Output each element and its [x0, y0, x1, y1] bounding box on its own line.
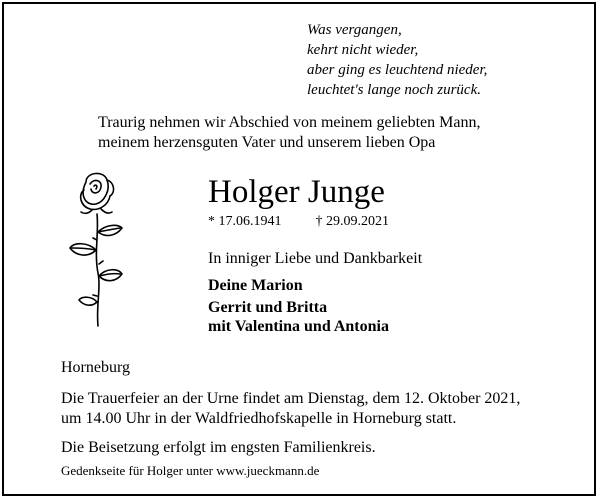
death-date: † 29.09.2021: [315, 214, 389, 229]
dedication: In inniger Liebe und Dankbarkeit: [208, 250, 423, 267]
poem-line: kehrt nicht wieder,: [307, 42, 419, 58]
poem-line: leuchtet's lange noch zurück.: [307, 82, 481, 98]
life-dates: [208, 213, 389, 231]
mourner-name: mit Valentina und Antonia: [208, 318, 389, 335]
intro-line: meinem herzensguten Vater und unserem lieben Opa: [98, 134, 436, 151]
ceremony-line: Die Trauerfeier an der Urne findet am Dienstag, dem 12. Oktober 2021,: [61, 390, 521, 407]
mourner-name: Deine Marion: [208, 277, 303, 294]
memorial-page-link[interactable]: Gedenkseite für Holger unter www.jueckmann.de: [61, 463, 320, 478]
poem-line: Was vergangen,: [307, 22, 402, 38]
birth-date: * 17.06.1941: [208, 214, 282, 229]
intro-line: Traurig nehmen wir Abschied von meinem geliebten Mann,: [98, 114, 481, 131]
rose-icon: [64, 168, 128, 328]
poem: [307, 20, 487, 100]
mourner-name: Gerrit und Britta: [208, 299, 328, 316]
deceased-name: Holger Junge: [208, 174, 385, 210]
ceremony-line: um 14.00 Uhr in der Waldfriedhofskapelle in Horneburg statt.: [61, 410, 457, 427]
burial-note: Die Beisetzung erfolgt im engsten Familienkreis.: [61, 439, 376, 456]
place: Horneburg: [61, 359, 131, 376]
farewell-intro: [98, 113, 480, 153]
poem-line: aber ging es leuchtend nieder,: [307, 62, 488, 78]
